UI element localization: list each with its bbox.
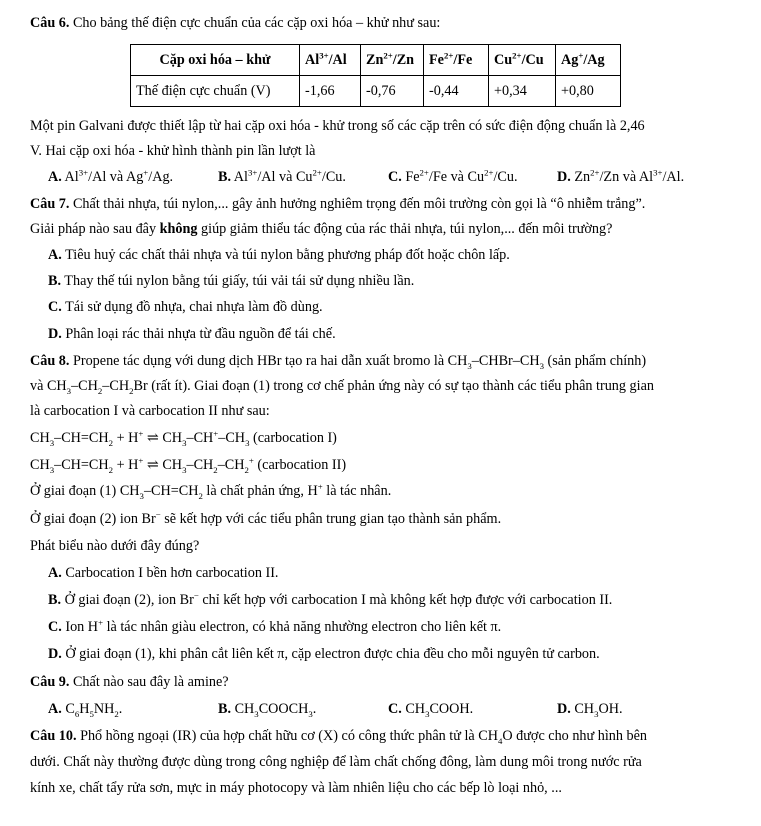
table-header-row <box>131 45 621 76</box>
q7-option-a[interactable]: A. Tiêu huỷ các chất thải nhựa và túi nylon bằng phương pháp đốt hoặc chôn lấp. <box>48 247 510 263</box>
q8-line-2: và $CH_3-CH_2-CH_2Br$ (rất ít). Giai đoạn (1) trong cơ chế phản ứng này có sự tạo thành các tiểu phân trung gian <box>30 378 654 396</box>
table-cell-zn: -0,76 <box>361 76 424 107</box>
q7-line-1: Câu 7. Chất thải nhựa, túi nylon,... gây ảnh hưởng nghiêm trọng đến môi trường còn gọi là “ô nhiễm trắng”. <box>30 196 646 212</box>
table-header-fe: $Fe^{2+}/Fe$ <box>424 45 489 76</box>
q7-number: Câu 7. <box>30 196 70 212</box>
q7-option-c[interactable]: C. Tái sử dụng đồ nhựa, chai nhựa làm đồ dùng. <box>48 299 323 315</box>
table-header-al: $Al^{3+}/Al$ <box>300 45 361 76</box>
table-cell-al: -1,66 <box>300 76 361 107</box>
q8-question: Phát biểu nào dưới đây đúng? <box>30 538 200 554</box>
table-header-pair: Cặp oxi hóa – khử <box>131 45 300 76</box>
q8-line-1: Câu 8. Propene tác dụng với dung dịch HBr tạo ra hai dẫn xuất bromo là $CH_3-CHBr-CH_3$ (sản phẩm chính) <box>30 353 647 371</box>
q6-option-b[interactable]: B. $Al^{3+}/Al$ và $Cu^{2+}/Cu$. <box>218 167 346 185</box>
q9-option-b[interactable]: B. $CH_3COOCH_3$. <box>218 701 317 719</box>
table-header-cu: $Cu^{2+}/Cu$ <box>489 45 556 76</box>
q8-option-c[interactable]: C. Ion H+ là tác nhân giàu electron, có khả năng nhường electron cho liên kết π. <box>48 617 502 635</box>
q6-option-a[interactable]: A. $Al^{3+}/Al$ và Ag+/Ag. <box>48 167 174 185</box>
q8-option-d[interactable]: D. Ở giai đoạn (1), khi phân cắt liên kết π, cặp electron được chia đều cho mỗi nguyên tử carbon. <box>48 646 600 662</box>
table-cell-fe: -0,44 <box>424 76 489 107</box>
q8-stage-2: Ở giai đoạn (2) ion Br− sẽ kết hợp với các tiểu phân trung gian tạo thành sản phẩm. <box>30 509 502 527</box>
q8-equation-2: $CH_3-CH=CH_2 + H^+$ ⇌ $CH_3-CH_2-CH_2^+$ (carbocation II) <box>30 455 347 475</box>
q7-option-b[interactable]: B. Thay thế túi nylon bằng túi giấy, túi vải tái sử dụng nhiều lần. <box>48 273 415 289</box>
q6-text-2: V. Hai cặp oxi hóa - khử hình thành pin lần lượt là <box>30 143 316 159</box>
q10-number: Câu 10. <box>30 728 77 744</box>
q9-number: Câu 9. <box>30 674 70 690</box>
table-cell-cu: +0,34 <box>489 76 556 107</box>
q7-line-2: Giải pháp nào sau đây không giúp giảm thiểu tác động của rác thải nhựa, túi nylon,... đến môi trường? <box>30 221 613 237</box>
q6-intro <box>30 14 440 32</box>
q10-line-3: kính xe, chất tẩy rửa sơn, mực in máy photocopy và làm nhiên liệu cho các bếp lò loại nhỏ, ... <box>30 780 562 796</box>
q8-number: Câu 8. <box>30 353 70 369</box>
q8-option-a[interactable]: A. Carbocation I bền hơn carbocation II. <box>48 565 279 581</box>
table-row-label: Thế điện cực chuẩn (V) <box>131 76 300 107</box>
q7-option-d[interactable]: D. Phân loại rác thải nhựa từ đầu nguồn để tái chế. <box>48 326 336 342</box>
q6-intro-text: Cho bảng thế điện cực chuẩn của các cặp oxi hóa – khử như sau: <box>69 15 441 31</box>
q10-line-1: Câu 10. Phổ hồng ngoại (IR) của hợp chất hữu cơ (X) có công thức phân tử là $CH_4O$ được cho như hình bên <box>30 728 647 746</box>
q9-option-c[interactable]: C. $CH_3COOH$. <box>388 701 474 719</box>
q8-option-b[interactable]: B. Ở giai đoạn (2), ion Br− chỉ kết hợp với carbocation I mà không kết hợp được với carbocation II. <box>48 590 613 608</box>
table-value-row <box>131 76 621 107</box>
q9-question: Câu 9. Chất nào sau đây là amine? <box>30 674 229 690</box>
q6-number: Câu 6. <box>30 15 70 31</box>
q10-line-2: dưới. Chất này thường được dùng trong công nghiệp để làm chất chống đông, làm dung môi trong nước rửa <box>30 754 642 770</box>
table-header-ag: Ag+/Ag <box>556 45 621 76</box>
potential-table <box>130 44 621 107</box>
table-cell-ag: +0,80 <box>556 76 621 107</box>
q8-stage-1: Ở giai đoạn (1) $CH_3-CH=CH_2$ là chất phản ứng, H+ là tác nhân. <box>30 481 392 501</box>
q9-option-a[interactable]: A. $C_6H_5NH_2$. <box>48 701 123 719</box>
q6-text-1: Một pin Galvani được thiết lập từ hai cặp oxi hóa - khử trong số các cặp trên có sức điện động chuẩn là 2,46 <box>30 118 645 134</box>
q6-option-c[interactable]: C. $Fe^{2+}/Fe$ và $Cu^{2+}/Cu$. <box>388 167 518 185</box>
q8-line-3: là carbocation I và carbocation II như sau: <box>30 403 270 419</box>
q9-option-d[interactable]: D. $CH_3OH$. <box>557 701 623 719</box>
q6-option-d[interactable]: D. $Zn^{2+}/Zn$ và $Al^{3+}/Al$. <box>557 167 685 185</box>
table-header-zn: $Zn^{2+}/Zn$ <box>361 45 424 76</box>
q8-equation-1: $CH_3-CH=CH_2 + H^+$ ⇌ $CH_3-CH^+-CH_3$ (carbocation I) <box>30 428 337 448</box>
